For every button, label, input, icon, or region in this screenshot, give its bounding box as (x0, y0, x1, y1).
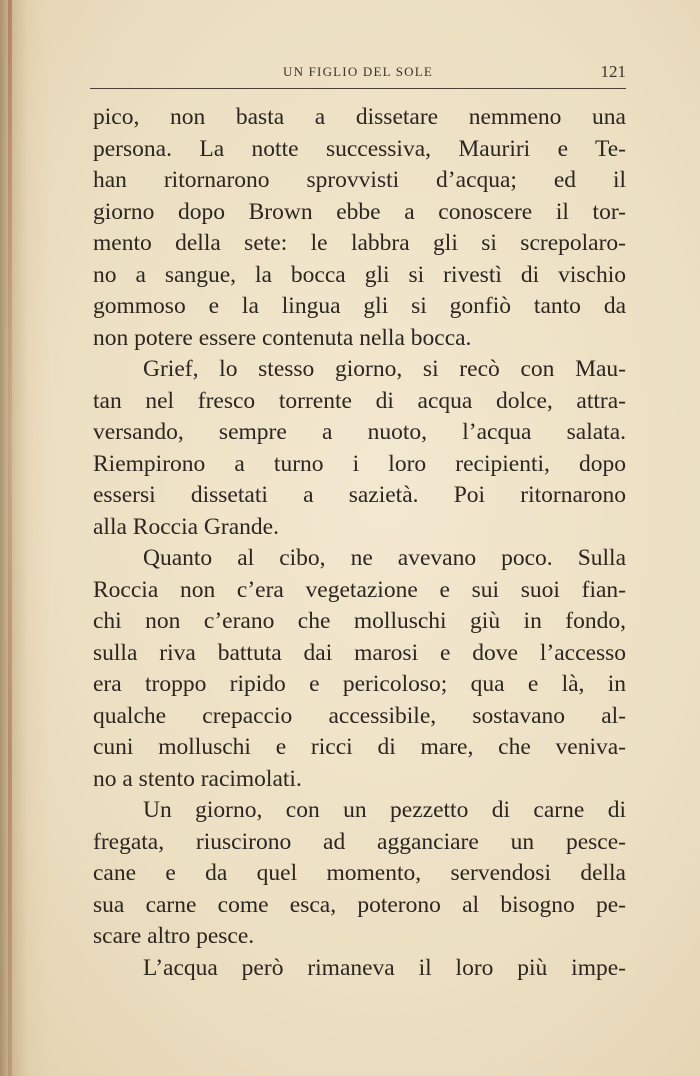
text-line: gommoso e la lingua gli si gonfiò tanto da (93, 293, 626, 319)
text-line: fregata, riuscirono ad agganciare un pesce- (93, 828, 626, 855)
text-line: essersi dissetati a sazietà. Poi ritornarono (93, 482, 626, 508)
text-line: cane e da quel momento, servendosi della (93, 860, 626, 886)
text-line: mento della sete: le labbra gli si screpolaro- (93, 230, 626, 256)
text-line: persona. La notte successiva, Mauriri e Te- (93, 135, 626, 162)
page-number: 121 (600, 62, 626, 81)
text-line: Un giorno, con un pezzetto di carne di (143, 797, 626, 823)
body-text (93, 102, 626, 984)
text-line: versando, sempre a nuoto, l’acqua salata. (93, 419, 626, 445)
text-line: L’acqua però rimaneva il loro più impe- (143, 954, 626, 981)
text-line: no a stento racimolati. (93, 765, 302, 792)
text-line: non potere essere contenuta nella bocca. (93, 324, 472, 351)
text-line: chi non c’erano che molluschi giù in fondo, (93, 608, 626, 634)
page-spine-edge (8, 0, 12, 1076)
text-line: sulla riva battuta dai marosi e dove l’accesso (93, 639, 626, 666)
running-header (90, 62, 626, 88)
text-line: han ritornarono sprovvisti d’acqua; ed il (93, 167, 626, 193)
running-title: UN FIGLIO DEL SOLE (282, 64, 434, 79)
text-line: scare altro pesce. (93, 923, 255, 949)
text-line: Grief, lo stesso giorno, si recò con Mau- (143, 356, 626, 382)
text-line: qualche crepaccio accessibile, sostavano al- (93, 702, 626, 729)
text-line: era troppo ripido e pericoloso; qua e là, in (93, 671, 626, 697)
text-line: cuni molluschi e ricci di mare, che veniva- (93, 734, 626, 760)
text-line: alla Roccia Grande. (93, 513, 279, 540)
text-line: giorno dopo Brown ebbe a conoscere il tor- (93, 198, 626, 225)
text-line: no a sangue, la bocca gli si rivestì di vischio (93, 261, 626, 288)
text-line: Riempirono a turno i loro recipienti, dopo (93, 450, 626, 477)
text-line: tan nel fresco torrente di acqua dolce, attra- (93, 387, 626, 414)
text-line: Roccia non c’era vegetazione e sui suoi fian- (93, 576, 626, 603)
text-line: pico, non basta a dissetare nemmeno una (93, 104, 626, 130)
text-line: Quanto al cibo, ne avevano poco. Sulla (143, 545, 626, 571)
header-rule (90, 88, 626, 89)
text-line: sua carne come esca, poterono al bisogno pe- (93, 891, 626, 918)
